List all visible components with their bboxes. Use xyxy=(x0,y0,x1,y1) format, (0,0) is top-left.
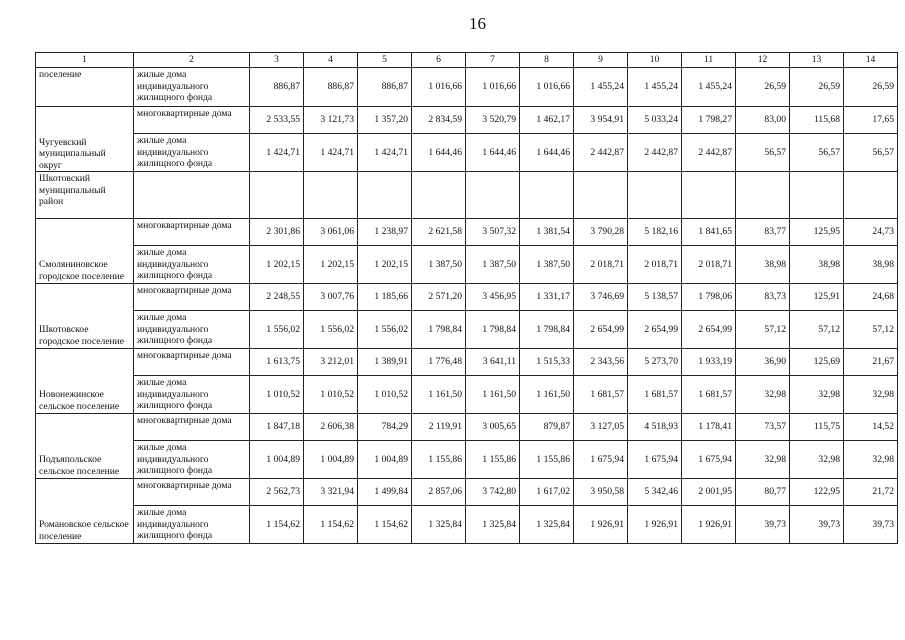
value-cell: 1 357,20 xyxy=(358,107,412,134)
value-cell: 1 016,66 xyxy=(466,68,520,107)
value-cell: 1 016,66 xyxy=(412,68,466,107)
table-row xyxy=(36,284,898,311)
value-cell: 21,67 xyxy=(844,349,898,376)
municipality-name: Новонежинское сельское поселение xyxy=(36,349,134,414)
value-cell: 2 343,56 xyxy=(574,349,628,376)
value-cell: 1 462,17 xyxy=(520,107,574,134)
column-number: 2 xyxy=(134,53,250,68)
value-cell: 122,95 xyxy=(790,479,844,506)
value-cell: 39,73 xyxy=(790,506,844,544)
column-number-row xyxy=(36,53,898,68)
value-cell: 1 798,84 xyxy=(466,311,520,349)
value-cell: 2 654,99 xyxy=(628,311,682,349)
value-cell: 1 325,84 xyxy=(520,506,574,544)
value-cell: 1 154,62 xyxy=(358,506,412,544)
table-row xyxy=(36,506,898,544)
value-cell: 2 654,99 xyxy=(574,311,628,349)
value-cell: 2 119,91 xyxy=(412,414,466,441)
municipality-name: Романовское сельское поселение xyxy=(36,479,134,544)
column-number: 11 xyxy=(682,53,736,68)
value-cell: 2 018,71 xyxy=(574,246,628,284)
value-cell: 3 641,11 xyxy=(466,349,520,376)
value-cell: 1 202,15 xyxy=(358,246,412,284)
value-cell: 1 644,46 xyxy=(520,134,574,172)
tariff-table xyxy=(35,52,898,544)
column-number: 12 xyxy=(736,53,790,68)
value-cell: 83,73 xyxy=(736,284,790,311)
housing-type: многоквартирные дома xyxy=(134,414,250,441)
table-row xyxy=(36,479,898,506)
value-cell: 2 001,95 xyxy=(682,479,736,506)
value-cell: 1 556,02 xyxy=(304,311,358,349)
value-cell: 3 127,05 xyxy=(574,414,628,441)
value-cell: 1 010,52 xyxy=(358,376,412,414)
value-cell: 125,69 xyxy=(790,349,844,376)
housing-type: многоквартирные дома xyxy=(134,284,250,311)
value-cell: 1 675,94 xyxy=(574,441,628,479)
value-cell: 3 954,91 xyxy=(574,107,628,134)
column-number: 8 xyxy=(520,53,574,68)
value-cell: 2 248,55 xyxy=(250,284,304,311)
value-cell: 1 798,06 xyxy=(682,284,736,311)
value-cell: 39,73 xyxy=(844,506,898,544)
value-cell: 2 621,58 xyxy=(412,219,466,246)
value-cell: 1 325,84 xyxy=(412,506,466,544)
value-cell: 784,29 xyxy=(358,414,412,441)
value-cell: 1 681,57 xyxy=(574,376,628,414)
value-cell: 17,65 xyxy=(844,107,898,134)
value-cell: 1 556,02 xyxy=(250,311,304,349)
value-cell: 1 798,84 xyxy=(520,311,574,349)
value-cell: 1 387,50 xyxy=(466,246,520,284)
municipality-name: Шкотовский муниципальный район xyxy=(36,172,134,219)
value-cell: 1 776,48 xyxy=(412,349,466,376)
value-cell: 26,59 xyxy=(790,68,844,107)
value-cell: 1 387,50 xyxy=(520,246,574,284)
value-cell: 3 212,01 xyxy=(304,349,358,376)
value-cell: 2 571,20 xyxy=(412,284,466,311)
page-number: 16 xyxy=(469,14,486,33)
housing-type: жилые дома индивидуального жилищного фонда xyxy=(134,68,250,107)
value-cell: 56,57 xyxy=(736,134,790,172)
value-cell: 1 387,50 xyxy=(412,246,466,284)
value-cell: 1 155,86 xyxy=(520,441,574,479)
value-cell: 2 606,38 xyxy=(304,414,358,441)
value-cell: 125,91 xyxy=(790,284,844,311)
value-cell: 5 182,16 xyxy=(628,219,682,246)
housing-type: жилые дома индивидуального жилищного фонда xyxy=(134,246,250,284)
value-cell: 3 007,76 xyxy=(304,284,358,311)
value-cell: 57,12 xyxy=(736,311,790,349)
value-cell: 2 301,86 xyxy=(250,219,304,246)
value-cell: 1 455,24 xyxy=(682,68,736,107)
value-cell: 3 321,94 xyxy=(304,479,358,506)
value-cell: 80,77 xyxy=(736,479,790,506)
value-cell: 1 004,89 xyxy=(358,441,412,479)
value-cell: 3 456,95 xyxy=(466,284,520,311)
value-cell: 1 010,52 xyxy=(250,376,304,414)
value-cell: 1 154,62 xyxy=(304,506,358,544)
value-cell: 3 790,28 xyxy=(574,219,628,246)
value-cell: 2 562,73 xyxy=(250,479,304,506)
value-cell: 115,75 xyxy=(790,414,844,441)
value-cell: 1 155,86 xyxy=(466,441,520,479)
value-cell: 32,98 xyxy=(844,441,898,479)
value-cell: 38,98 xyxy=(844,246,898,284)
municipality-name: Подъяпольское сельское поселение xyxy=(36,414,134,479)
column-number: 13 xyxy=(790,53,844,68)
value-cell: 1 424,71 xyxy=(250,134,304,172)
column-number: 9 xyxy=(574,53,628,68)
value-cell: 32,98 xyxy=(736,376,790,414)
value-cell: 32,98 xyxy=(844,376,898,414)
value-cell: 1 613,75 xyxy=(250,349,304,376)
value-cell: 3 121,73 xyxy=(304,107,358,134)
table-row xyxy=(36,441,898,479)
value-cell: 2 857,06 xyxy=(412,479,466,506)
value-cell: 24,68 xyxy=(844,284,898,311)
housing-type: многоквартирные дома xyxy=(134,219,250,246)
value-cell: 1 798,84 xyxy=(412,311,466,349)
value-cell: 3 742,80 xyxy=(466,479,520,506)
value-cell: 1 161,50 xyxy=(520,376,574,414)
table-row-heading xyxy=(36,172,898,219)
value-cell: 32,98 xyxy=(736,441,790,479)
column-number: 7 xyxy=(466,53,520,68)
housing-type: жилые дома индивидуального жилищного фонда xyxy=(134,376,250,414)
value-cell: 38,98 xyxy=(736,246,790,284)
column-number: 3 xyxy=(250,53,304,68)
value-cell: 14,52 xyxy=(844,414,898,441)
housing-type: жилые дома индивидуального жилищного фонда xyxy=(134,311,250,349)
value-cell: 125,95 xyxy=(790,219,844,246)
value-cell: 3 520,79 xyxy=(466,107,520,134)
value-cell: 56,57 xyxy=(844,134,898,172)
value-cell: 1 178,41 xyxy=(682,414,736,441)
table-row xyxy=(36,68,898,107)
housing-type: многоквартирные дома xyxy=(134,479,250,506)
value-cell: 1 675,94 xyxy=(682,441,736,479)
value-cell: 4 518,93 xyxy=(628,414,682,441)
value-cell: 83,00 xyxy=(736,107,790,134)
value-cell: 56,57 xyxy=(790,134,844,172)
housing-type: многоквартирные дома xyxy=(134,349,250,376)
value-cell: 5 342,46 xyxy=(628,479,682,506)
value-cell: 115,68 xyxy=(790,107,844,134)
value-cell: 1 644,46 xyxy=(412,134,466,172)
value-cell: 2 442,87 xyxy=(682,134,736,172)
column-number: 10 xyxy=(628,53,682,68)
table-row xyxy=(36,219,898,246)
value-cell: 57,12 xyxy=(844,311,898,349)
value-cell: 1 675,94 xyxy=(628,441,682,479)
column-number: 5 xyxy=(358,53,412,68)
value-cell: 1 926,91 xyxy=(628,506,682,544)
value-cell: 1 556,02 xyxy=(358,311,412,349)
housing-type: многоквартирные дома xyxy=(134,107,250,134)
value-cell: 2 442,87 xyxy=(628,134,682,172)
value-cell: 1 644,46 xyxy=(466,134,520,172)
value-cell: 5 273,70 xyxy=(628,349,682,376)
value-cell: 1 933,19 xyxy=(682,349,736,376)
value-cell: 1 331,17 xyxy=(520,284,574,311)
column-number: 14 xyxy=(844,53,898,68)
value-cell: 1 455,24 xyxy=(574,68,628,107)
value-cell: 1 798,27 xyxy=(682,107,736,134)
value-cell: 32,98 xyxy=(790,441,844,479)
value-cell: 36,90 xyxy=(736,349,790,376)
table-row xyxy=(36,246,898,284)
column-number: 6 xyxy=(412,53,466,68)
municipality-name: Чугуевский муниципальный округ xyxy=(36,107,134,172)
value-cell: 886,87 xyxy=(358,68,412,107)
table-row xyxy=(36,311,898,349)
municipality-name: Шкотовское городское поселение xyxy=(36,284,134,349)
value-cell: 1 154,62 xyxy=(250,506,304,544)
housing-type: жилые дома индивидуального жилищного фонда xyxy=(134,506,250,544)
value-cell: 2 654,99 xyxy=(682,311,736,349)
value-cell: 2 018,71 xyxy=(682,246,736,284)
value-cell: 1 681,57 xyxy=(628,376,682,414)
value-cell: 2 533,55 xyxy=(250,107,304,134)
value-cell: 1 499,84 xyxy=(358,479,412,506)
value-cell: 73,57 xyxy=(736,414,790,441)
value-cell: 1 155,86 xyxy=(412,441,466,479)
value-cell: 2 442,87 xyxy=(574,134,628,172)
value-cell: 1 681,57 xyxy=(682,376,736,414)
value-cell: 57,12 xyxy=(790,311,844,349)
value-cell: 3 061,06 xyxy=(304,219,358,246)
value-cell: 83,77 xyxy=(736,219,790,246)
value-cell: 1 325,84 xyxy=(466,506,520,544)
value-cell: 1 161,50 xyxy=(412,376,466,414)
value-cell: 2 834,59 xyxy=(412,107,466,134)
value-cell: 3 005,65 xyxy=(466,414,520,441)
value-cell: 39,73 xyxy=(736,506,790,544)
municipality-name: Смоляниновское городское поселение xyxy=(36,219,134,284)
value-cell: 3 950,58 xyxy=(574,479,628,506)
municipality-name: поселение xyxy=(36,68,134,107)
value-cell: 3 507,32 xyxy=(466,219,520,246)
value-cell: 879,87 xyxy=(520,414,574,441)
value-cell: 1 926,91 xyxy=(574,506,628,544)
value-cell: 24,73 xyxy=(844,219,898,246)
value-cell: 1 841,65 xyxy=(682,219,736,246)
table-row xyxy=(36,414,898,441)
housing-type: жилые дома индивидуального жилищного фонда xyxy=(134,441,250,479)
value-cell: 1 016,66 xyxy=(520,68,574,107)
value-cell: 1 004,89 xyxy=(304,441,358,479)
value-cell: 2 018,71 xyxy=(628,246,682,284)
housing-type: жилые дома индивидуального жилищного фонда xyxy=(134,134,250,172)
value-cell: 1 847,18 xyxy=(250,414,304,441)
column-number: 1 xyxy=(36,53,134,68)
value-cell: 1 185,66 xyxy=(358,284,412,311)
table-row xyxy=(36,349,898,376)
value-cell: 1 010,52 xyxy=(304,376,358,414)
table-row xyxy=(36,376,898,414)
column-number: 4 xyxy=(304,53,358,68)
value-cell: 1 238,97 xyxy=(358,219,412,246)
value-cell: 38,98 xyxy=(790,246,844,284)
value-cell: 1 202,15 xyxy=(250,246,304,284)
value-cell: 26,59 xyxy=(844,68,898,107)
value-cell: 1 389,91 xyxy=(358,349,412,376)
value-cell: 21,72 xyxy=(844,479,898,506)
value-cell: 26,59 xyxy=(736,68,790,107)
value-cell: 1 381,54 xyxy=(520,219,574,246)
value-cell: 1 424,71 xyxy=(358,134,412,172)
value-cell: 886,87 xyxy=(304,68,358,107)
value-cell: 1 202,15 xyxy=(304,246,358,284)
value-cell: 1 161,50 xyxy=(466,376,520,414)
value-cell: 1 926,91 xyxy=(682,506,736,544)
value-cell: 1 455,24 xyxy=(628,68,682,107)
table-row xyxy=(36,107,898,134)
value-cell: 32,98 xyxy=(790,376,844,414)
value-cell: 5 033,24 xyxy=(628,107,682,134)
value-cell: 1 004,89 xyxy=(250,441,304,479)
value-cell: 1 424,71 xyxy=(304,134,358,172)
value-cell: 1 515,33 xyxy=(520,349,574,376)
value-cell: 886,87 xyxy=(250,68,304,107)
table-row xyxy=(36,134,898,172)
value-cell: 3 746,69 xyxy=(574,284,628,311)
value-cell: 5 138,57 xyxy=(628,284,682,311)
value-cell: 1 617,02 xyxy=(520,479,574,506)
